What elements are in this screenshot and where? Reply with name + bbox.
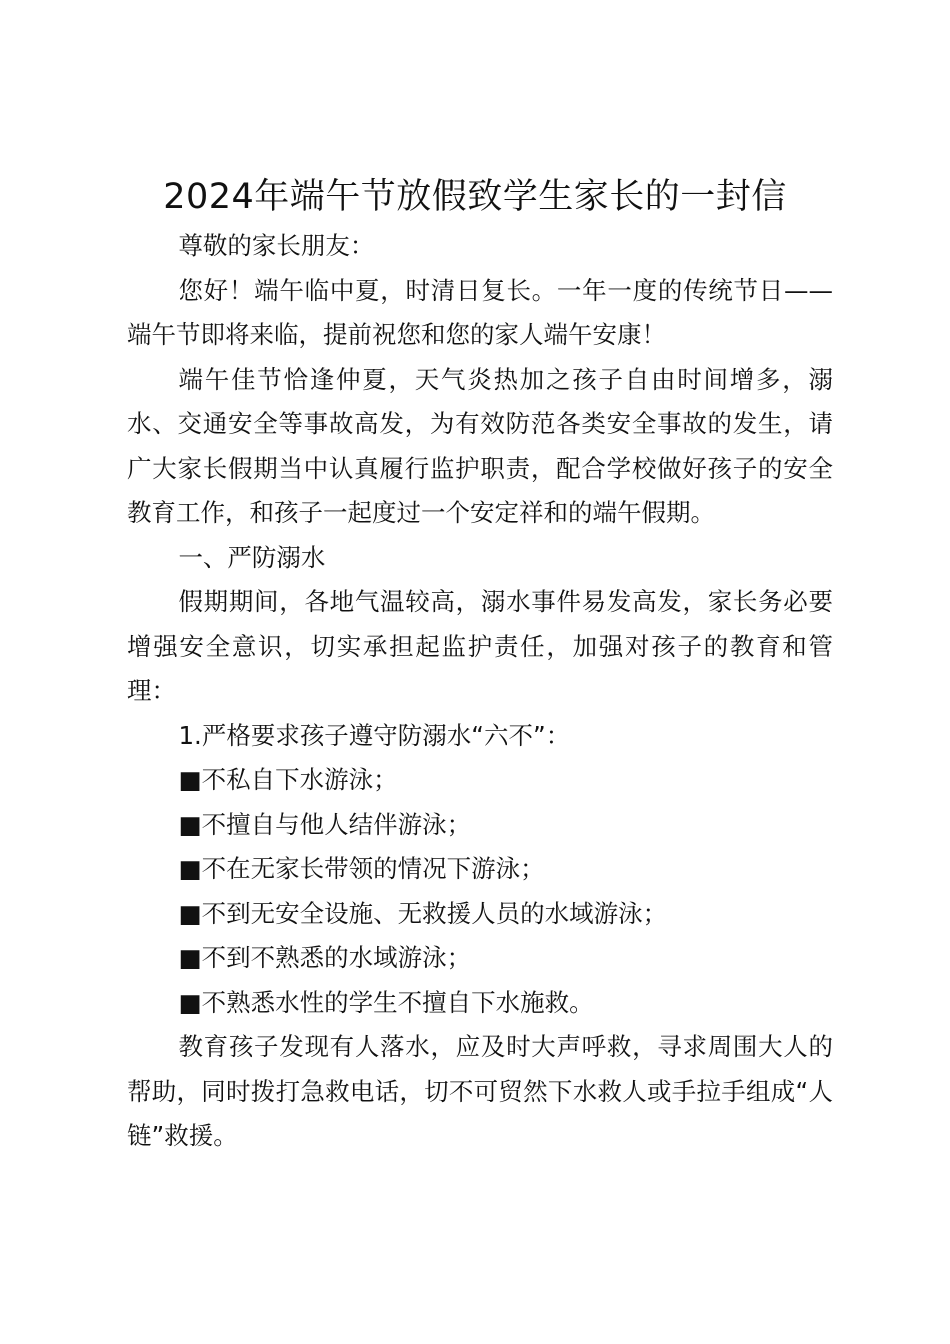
rule-item: ■不熟悉水性的学生不擅自下水施救。 bbox=[178, 987, 594, 1017]
drowning-paragraph: 假期期间，各地气温较高，溺水事件易发高发，家长务必要增强安全意识，切实承担起监护责任，加强对孩子的教育和管理： bbox=[127, 587, 833, 705]
greeting-paragraph: 您好！端午临中夏，时清日复长。一年一度的传统节日——端午节即将来临，提前祝您和您的家人端午安康！ bbox=[127, 275, 833, 349]
rule-item: ■不在无家长带领的情况下游泳； bbox=[178, 854, 545, 883]
rule-item: ■不到无安全设施、无救援人员的水域游泳； bbox=[178, 898, 668, 928]
intro-paragraph: 端午佳节恰逢仲夏，天气炎热加之孩子自由时间增多，溺水、交通安全等事故高发，为有效防范各类安全事故的发生，请广大家长假期当中认真履行监护职责，配合学校做好孩子的安全教育工作，和孩子一起度过一个安定祥和的端午假期。 bbox=[127, 364, 833, 527]
rescue-paragraph: 教育孩子发现有人落水，应及时大声呼救，寻求周围大人的帮助，同时拨打急救电话，切不可贸然下水救人或手拉手组成“人链”救援。 bbox=[127, 1032, 833, 1150]
document-body bbox=[127, 224, 833, 1159]
salutation: 尊敬的家长朋友： bbox=[178, 231, 375, 260]
document-title: 2024年端午节放假致学生家长的一封信 bbox=[163, 177, 787, 217]
section-heading-drowning: 一、严防溺水 bbox=[178, 542, 326, 572]
rule-item: ■不到不熟悉的水域游泳； bbox=[178, 943, 472, 972]
six-rules-heading: 1.严格要求孩子遵守防溺水“六不”： bbox=[178, 720, 571, 750]
rule-item: ■不擅自与他人结伴游泳； bbox=[178, 809, 472, 839]
rule-item: ■不私自下水游泳； bbox=[178, 765, 398, 794]
